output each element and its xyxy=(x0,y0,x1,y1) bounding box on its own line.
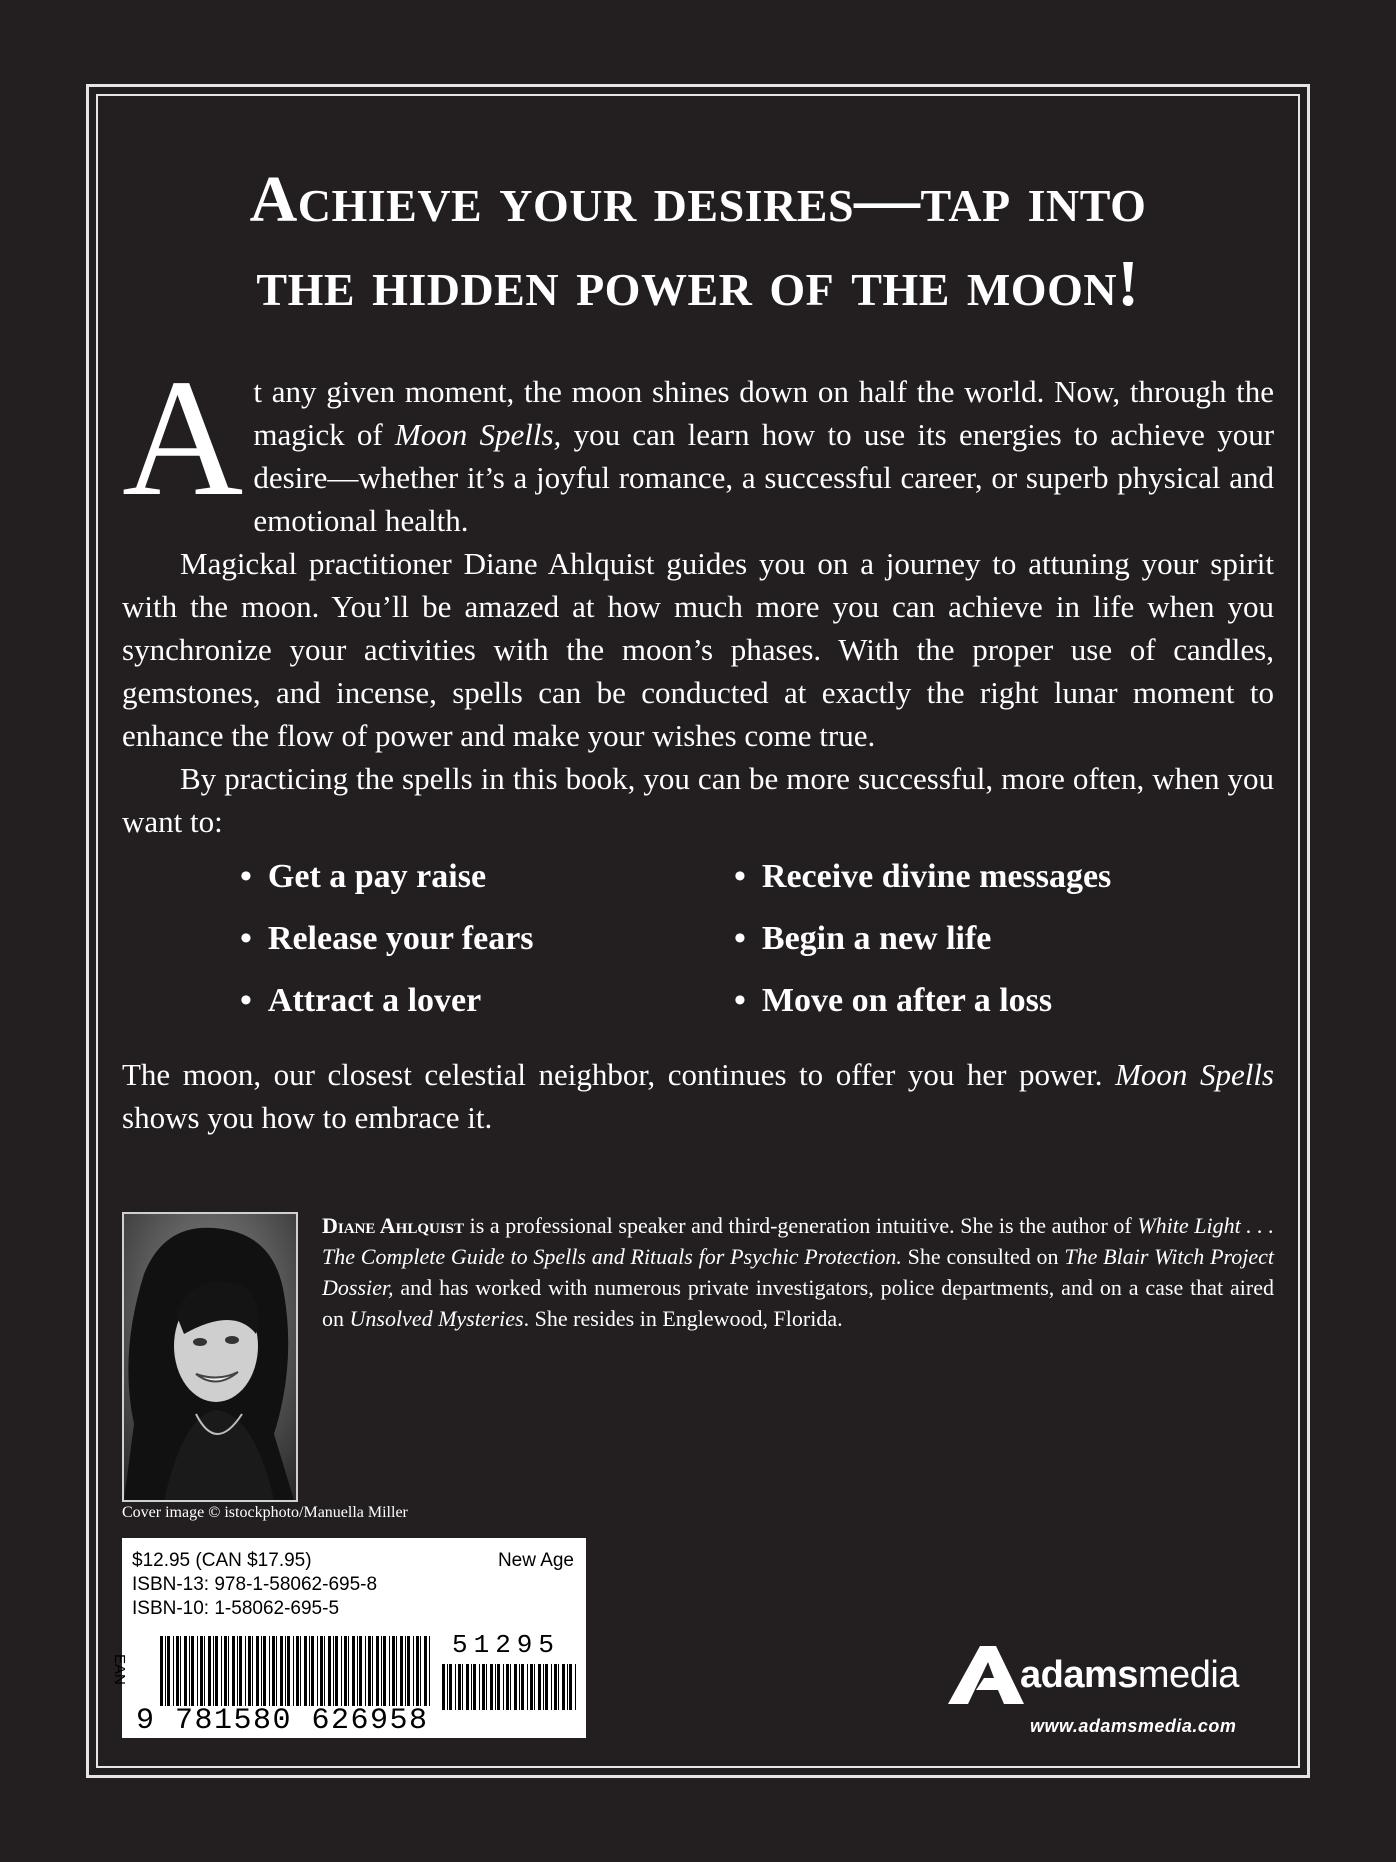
paragraph-1 xyxy=(122,345,1275,542)
cover-credit: Cover image © istockphoto/Manuella Miller xyxy=(122,1504,408,1521)
paragraph-1-text-b: you can learn how to use its energies to achieve your desire—whether it’s a joyful romance, a successful career, or superb physical and emotional health. xyxy=(253,417,1275,538)
publisher-wordmark: adamsmedia xyxy=(1020,1654,1239,1696)
adams-a-logo-icon xyxy=(946,1644,1026,1706)
isbn-10: ISBN-10: 1-58062-695-5 xyxy=(132,1598,340,1619)
list-item: • Release your fears xyxy=(240,920,534,957)
paragraph-3: By practicing the spells in this book, you can be more successful, more often, when you want to: xyxy=(122,761,1274,839)
headline xyxy=(124,158,1272,326)
bullet-icon: • xyxy=(734,858,746,895)
list-item: • Get a pay raise xyxy=(240,858,487,895)
bullet-icon: • xyxy=(734,920,746,957)
barcode-panel xyxy=(111,1538,586,1738)
isbn-13: ISBN-13: 978-1-58062-695-8 xyxy=(132,1574,378,1595)
book-title: Moon Spells, xyxy=(394,417,562,452)
bullet-icon: • xyxy=(240,858,252,895)
headline-line-2: the hidden power of the moon! xyxy=(256,247,1140,320)
headline-line-1: Achieve your desires—tap into xyxy=(249,163,1147,236)
author-name: Diane Ahlquist xyxy=(322,1213,465,1238)
paragraph-2: Magickal practitioner Diane Ahlquist guides you on a journey to attuning your spirit with the moon. You’ll be amazed at how much more you can achieve in life when you synchronize your activities with the moon’s phases. With the proper use of candles, gemstones, and incense, spells can be conducted at exactly the right lunar moment to enhance the flow of power and make your wishes come true. xyxy=(122,546,1274,753)
list-item: • Move on after a loss xyxy=(734,982,1053,1019)
author-photo xyxy=(122,1212,298,1502)
ean-digits: 9 781580 626958 xyxy=(136,1704,429,1738)
list-item: • Receive divine messages xyxy=(734,858,1112,895)
ean-label: EAN xyxy=(111,1654,128,1685)
closing-paragraph: The moon, our closest celestial neighbor, continues to offer you her power. Moon Spells shows you how to embrace it. xyxy=(122,1057,1274,1135)
book-title: Moon Spells xyxy=(1115,1057,1274,1092)
paragraph-1-text-a: t any given moment, the moon shines down on half the world. Now, through the magick of xyxy=(253,374,1274,452)
addon-barcode-icon xyxy=(442,1664,578,1710)
author-bio: Diane Ahlquist is a professional speaker and third-generation intuitive. She is the author of White Light . . . The Complete Guide to Spells and Rituals for Psychic Protection. She consulted on The Blair Witch Project Dossier, and has worked with numerous private investigators, police departments, and on a case that aired on Unsolved Mysteries. She resides in Englewood, Florida. xyxy=(322,1213,1275,1331)
bullet-icon: • xyxy=(240,982,252,1019)
drop-cap: A xyxy=(122,345,244,531)
publisher-logo xyxy=(946,1640,1276,1710)
barcode-icon xyxy=(160,1636,432,1706)
category: New Age xyxy=(497,1550,574,1571)
list-item: • Attract a lover xyxy=(240,982,482,1019)
addon-digits: 51295 xyxy=(452,1630,561,1660)
author-portrait-image xyxy=(124,1214,296,1500)
publisher-website: www.adamsmedia.com xyxy=(1030,1716,1237,1736)
list-item: • Begin a new life xyxy=(734,920,992,957)
price: $12.95 (CAN $17.95) xyxy=(132,1550,312,1571)
bullet-icon: • xyxy=(734,982,746,1019)
bullet-icon: • xyxy=(240,920,252,957)
description xyxy=(122,345,1275,843)
